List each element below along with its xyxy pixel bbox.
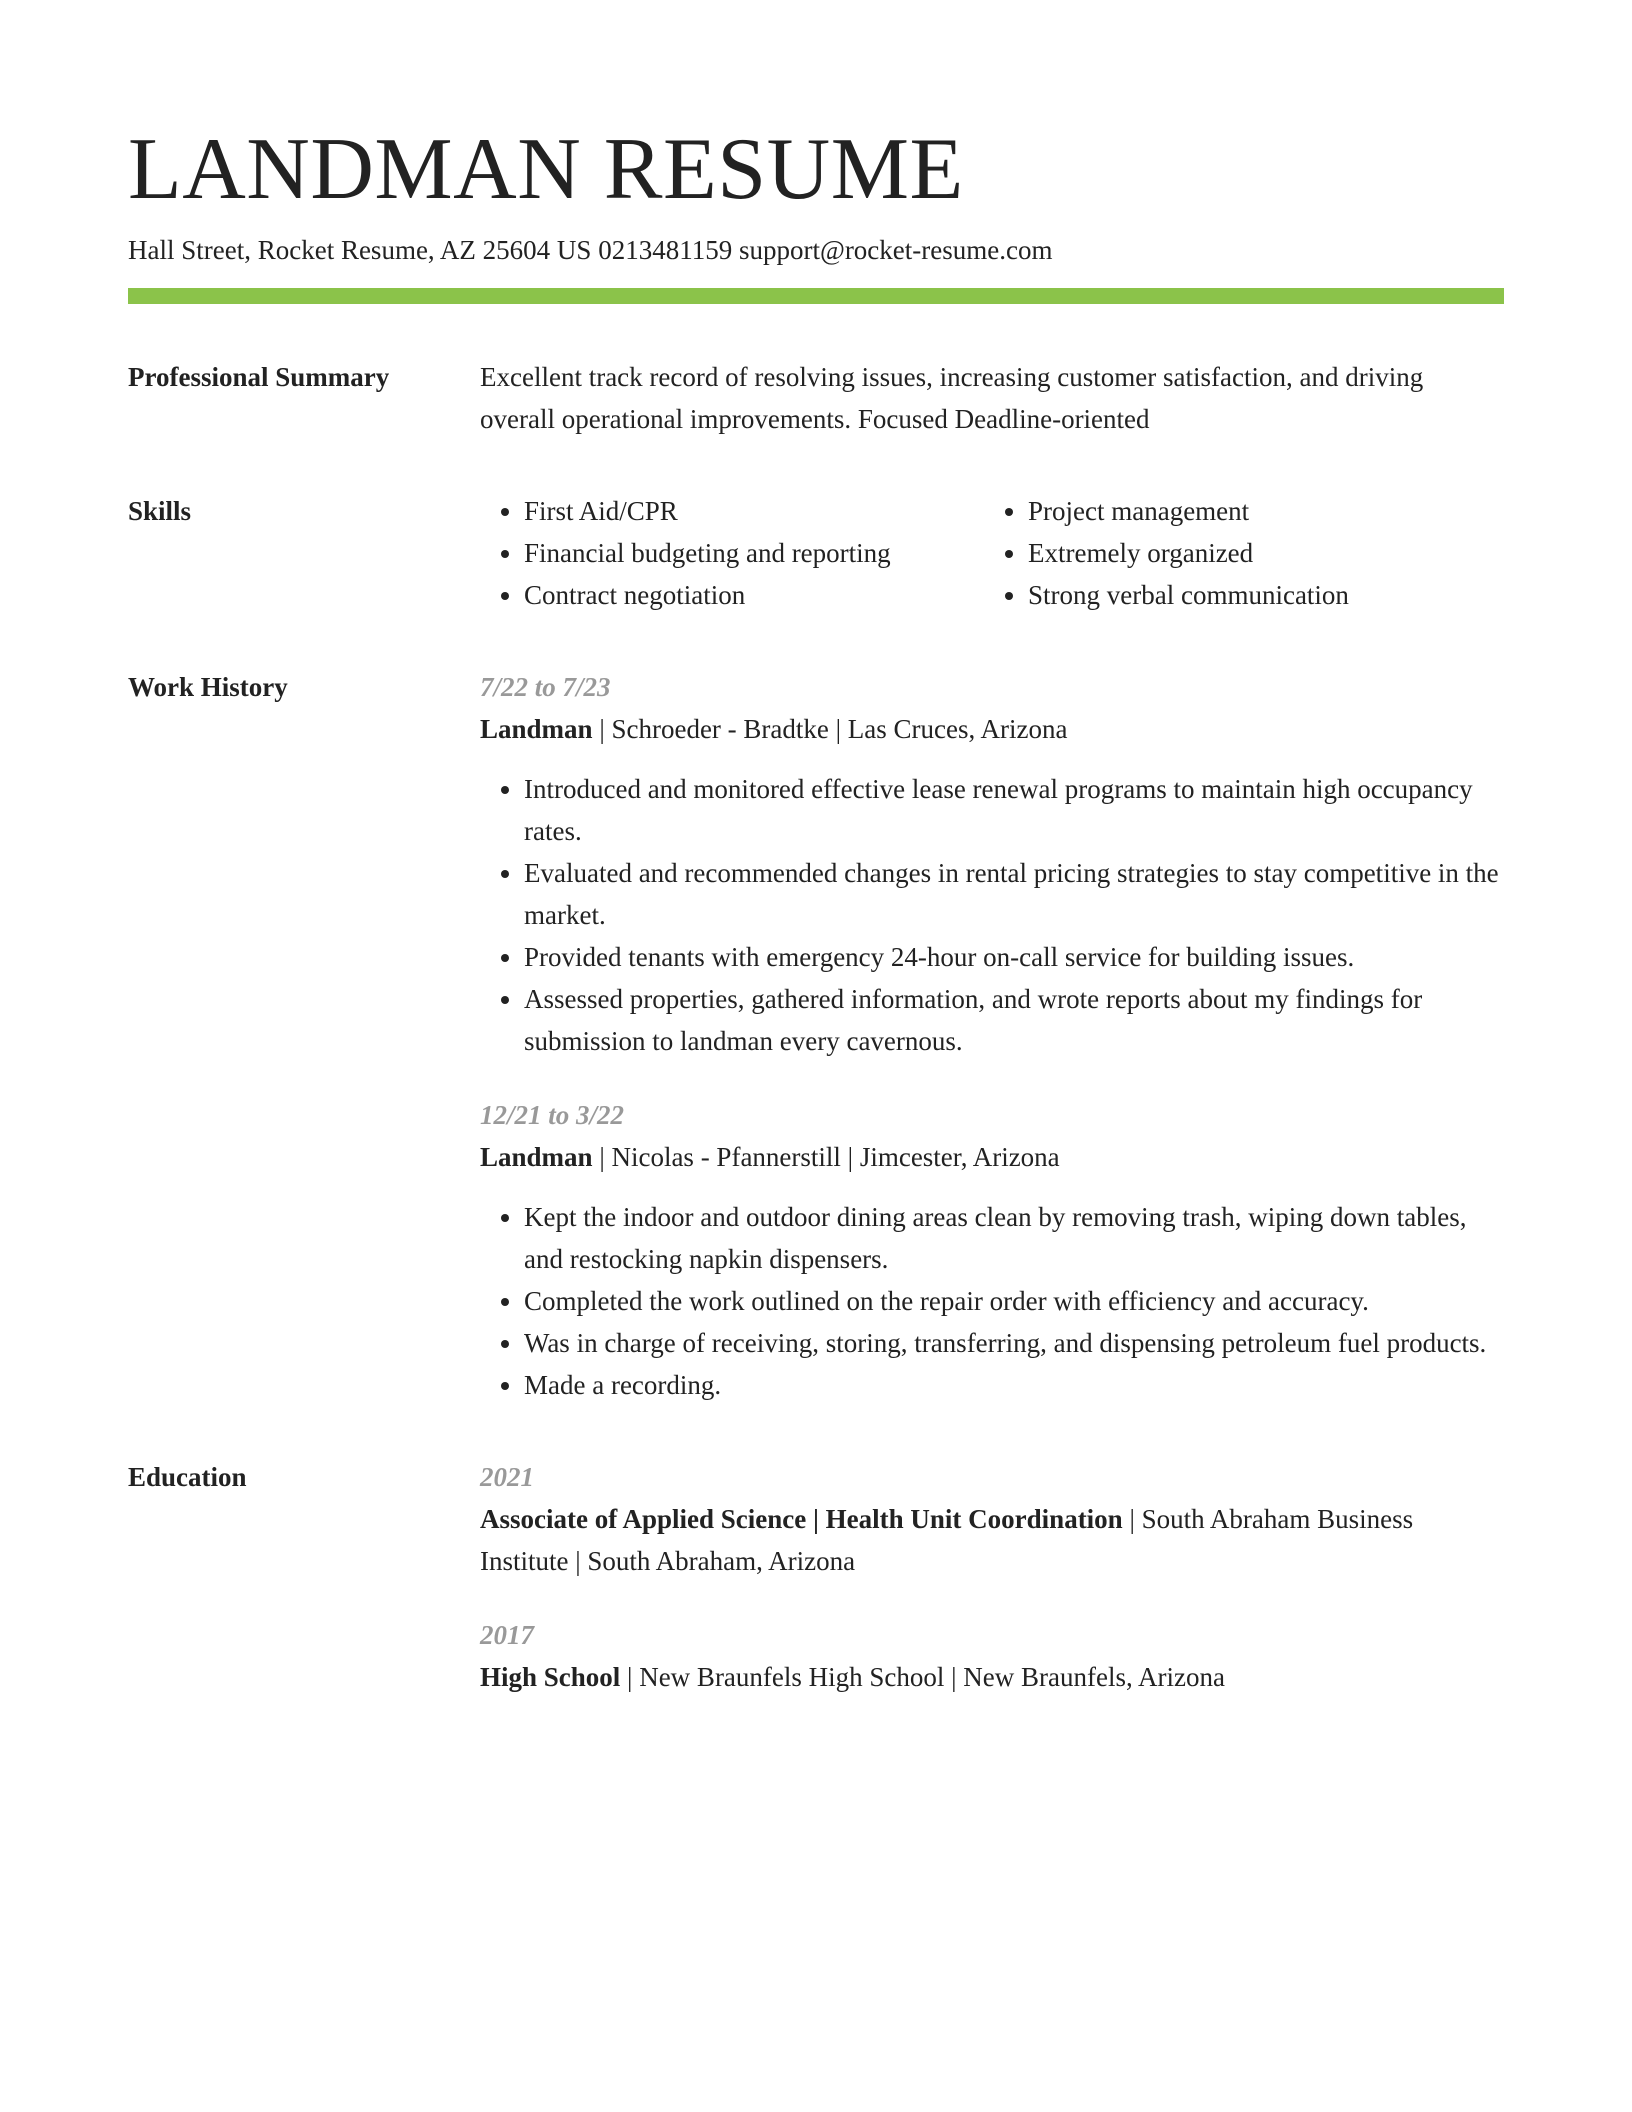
- skill-item: • Extremely organized: [1028, 532, 1488, 574]
- header-divider: [128, 288, 1504, 304]
- resume-title: LANDMAN RESUME: [128, 121, 964, 218]
- job-bullet: • Introduced and monitored effective lease renewal programs to maintain high occupancy rates.: [524, 768, 1504, 852]
- section-label: Education: [128, 1462, 247, 1492]
- job-bullet: • Evaluated and recommended changes in rental pricing strategies to stay competitive in the market.: [524, 852, 1504, 936]
- job-bullets: [480, 768, 1504, 1062]
- education-entry: [480, 1456, 1504, 1582]
- section-label: Professional Summary: [128, 362, 390, 392]
- job-bullet: • Made a recording.: [524, 1364, 1504, 1406]
- job-entry: [480, 1094, 1504, 1406]
- job-dates: 12/21 to 3/22: [480, 1100, 625, 1130]
- education-heading: [480, 1498, 1504, 1582]
- summary-text: Excellent track record of resolving issues, increasing customer satisfaction, and driving overall operational improvements. Focused Deadline-oriented: [480, 362, 1424, 434]
- summary-section: [128, 356, 1504, 440]
- phone: 0213481159: [598, 235, 733, 265]
- skill-item: • Contract negotiation: [524, 574, 984, 616]
- contact-line: [128, 232, 1504, 268]
- job-bullet: • Kept the indoor and outdoor dining areas clean by removing trash, wiping down tables, and restocking napkin dispensers.: [524, 1196, 1504, 1280]
- section-label: Skills: [128, 496, 192, 526]
- skill-item: • Financial budgeting and reporting: [524, 532, 984, 574]
- skills-list-left: [480, 490, 984, 616]
- job-bullet: • Assessed properties, gathered information, and wrote reports about my findings for submission to landman every cavernous.: [524, 978, 1504, 1062]
- job-bullet: • Completed the work outlined on the repair order with efficiency and accuracy.: [524, 1280, 1504, 1322]
- education-details: | New Braunfels High School | New Braunfels, Arizona: [620, 1662, 1225, 1692]
- job-bullet: • Provided tenants with emergency 24-hour on-call service for building issues.: [524, 936, 1504, 978]
- job-dates: 7/22 to 7/23: [480, 672, 611, 702]
- job-entry: [480, 666, 1504, 1062]
- job-title: Landman: [480, 714, 593, 744]
- skill-item: • Strong verbal communication: [1028, 574, 1488, 616]
- job-details: | Nicolas - Pfannerstill | Jimcester, Arizona: [592, 1142, 1060, 1172]
- education-year: 2017: [480, 1620, 534, 1650]
- degree: Associate of Applied Science | Health Unit Coordination: [480, 1504, 1123, 1534]
- skills-list-right: [984, 490, 1488, 616]
- job-bullet: • Was in charge of receiving, storing, transferring, and dispensing petroleum fuel products.: [524, 1322, 1504, 1364]
- education-year: 2021: [480, 1462, 534, 1492]
- section-label: Work History: [128, 672, 288, 702]
- education-details: | South Abraham Business Institute | South Abraham, Arizona: [480, 1504, 1414, 1576]
- skill-item: • First Aid/CPR: [524, 490, 984, 532]
- education-section: [128, 1456, 1504, 1698]
- degree: High School: [480, 1662, 621, 1692]
- skills-section: [128, 490, 1504, 616]
- email: support@rocket-resume.com: [738, 235, 1053, 265]
- address: Hall Street, Rocket Resume, AZ 25604 US: [128, 235, 592, 265]
- education-entry: [480, 1614, 1504, 1698]
- job-heading: [480, 708, 1504, 750]
- job-heading: [480, 1136, 1504, 1178]
- job-details: | Schroeder - Bradtke | Las Cruces, Arizona: [592, 714, 1068, 744]
- resume-page: [128, 120, 1504, 1698]
- education-heading: [480, 1656, 1504, 1698]
- job-title: Landman: [480, 1142, 593, 1172]
- work-history-section: [128, 666, 1504, 1406]
- job-bullets: [480, 1196, 1504, 1406]
- skill-item: • Project management: [1028, 490, 1488, 532]
